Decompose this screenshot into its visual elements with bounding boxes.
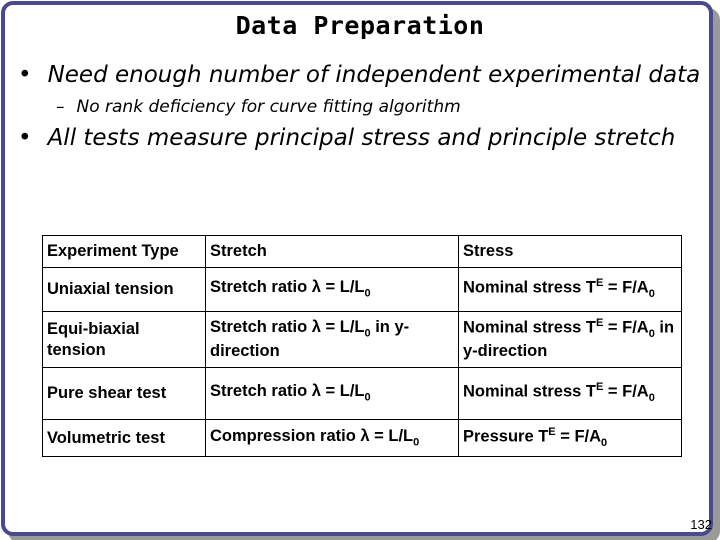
- lambda-symbol: λ: [311, 318, 321, 337]
- stress-cell: Nominal stress $T^E = F/A_0$: [459, 368, 682, 420]
- header-stress: Stress: [459, 236, 682, 268]
- table-row: [43, 268, 682, 312]
- experiment-type-cell: Pure shear test: [43, 368, 206, 420]
- bullet-1: [18, 62, 700, 88]
- experiment-type-cell: Volumetric test: [43, 420, 206, 457]
- lambda-symbol: λ: [360, 426, 370, 445]
- table-row: [43, 312, 682, 368]
- table-header-row: [43, 236, 682, 268]
- sub-bullet-1-text: No rank deficiency for curve fitting algorithm: [76, 97, 461, 117]
- slide-title: Data Preparation: [235, 11, 485, 40]
- sub-bullet-dash: –: [56, 97, 65, 117]
- header-stretch: Stretch: [206, 236, 459, 268]
- stretch-cell: Compression ratio $\lambda = L/L_0$: [206, 420, 459, 457]
- lambda-symbol: λ: [311, 278, 321, 297]
- sub-bullet-1: [56, 97, 461, 117]
- stretch-cell: Stretch ratio $\lambda = L/L_0$: [206, 268, 459, 312]
- bullet-2: [18, 125, 675, 151]
- table-row: [43, 420, 682, 457]
- bullet-1-text: Need enough number of independent experimental data: [47, 62, 701, 88]
- bullet-2-text: All tests measure principal stress and principle stretch: [47, 125, 676, 151]
- bullet-dot: •: [18, 62, 32, 88]
- bullet-dot: •: [18, 125, 32, 151]
- table-row: [43, 368, 682, 420]
- stress-cell: Nominal stress $T^E = F/A_0$ in y-direction: [459, 312, 682, 368]
- stress-cell: Nominal stress $T^E = F/A_0$: [459, 268, 682, 312]
- page-number: 132: [690, 517, 712, 532]
- stretch-cell: Stretch ratio $\lambda = L/L_0$ in y-direction: [206, 312, 459, 368]
- header-experiment-type: Experiment Type: [43, 236, 206, 268]
- experiment-type-cell: Uniaxial tension: [43, 268, 206, 312]
- experiment-type-cell: Equi-biaxial tension: [43, 312, 206, 368]
- lambda-symbol: λ: [311, 382, 321, 401]
- stretch-cell: Stretch ratio $\lambda = L/L_0$: [206, 368, 459, 420]
- stress-cell: Pressure $T^E = F/A_0$: [459, 420, 682, 457]
- experiment-table: [42, 235, 682, 457]
